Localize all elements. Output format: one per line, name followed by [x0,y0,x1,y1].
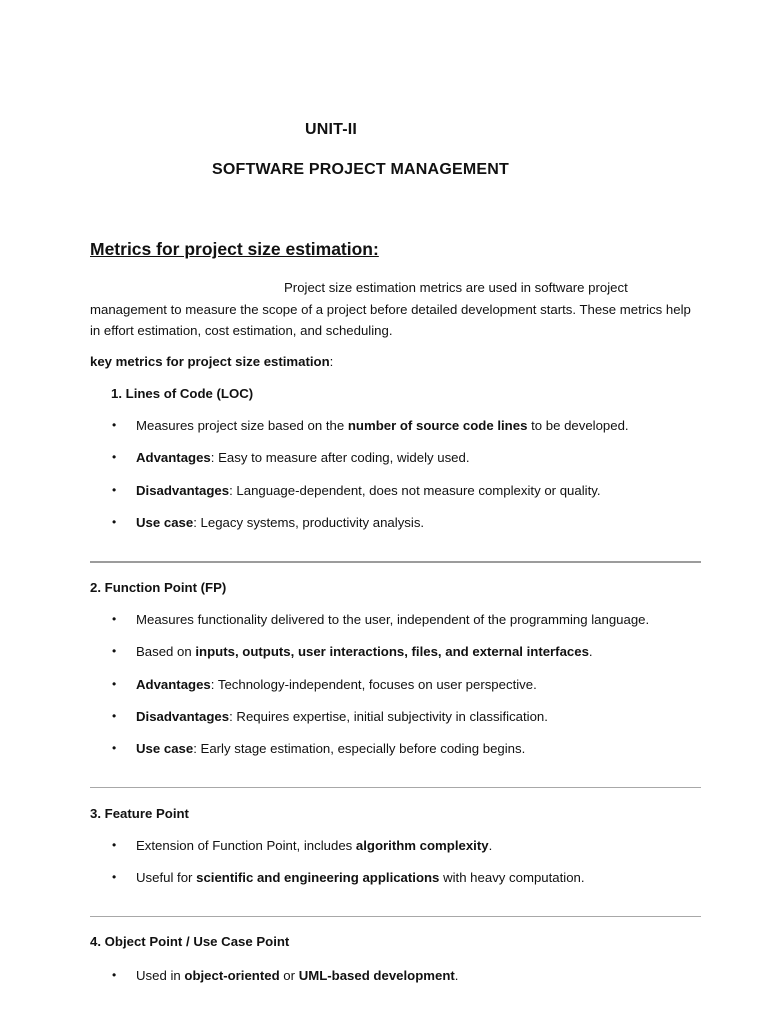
item-bold: UML-based development [298,968,455,983]
list-item [112,418,629,450]
list-item [112,450,629,482]
page-title: SOFTWARE PROJECT MANAGEMENT [212,161,509,178]
item-text: : Easy to measure after coding, widely used. [210,450,470,466]
item-bold: scientific and engineering applications [196,870,440,886]
item-text: . [488,838,493,853]
item-text: . [588,644,593,660]
loc-list [112,418,629,547]
item-text: or [279,968,299,983]
item-text: : Technology-independent, focuses on user perspective. [210,676,537,692]
item-text: to be developed. [527,418,629,433]
item-bold: Disadvantages [136,482,230,498]
divider [90,916,701,917]
unit-title: UNIT-II [305,121,358,138]
bullet-icon: • [112,418,117,432]
list-item [112,741,649,773]
list-item [112,677,649,709]
item-text: with heavy computation. [439,870,585,886]
item-bold: number of source code lines [347,418,528,433]
loc-heading: 1. Lines of Code (LOC) [111,386,254,401]
section-heading: Metrics for project size estimation: [90,239,379,259]
item-bold: object-oriented [184,968,280,983]
bullet-icon: • [112,968,117,982]
feature-heading: 3. Feature Point [90,806,189,821]
bullet-icon: • [112,644,117,659]
divider [90,561,701,563]
object-list [112,968,458,1000]
item-text: Used in [136,968,185,983]
list-item [112,709,649,741]
fp-list [112,612,649,773]
bullet-icon: • [112,838,117,852]
item-bold: algorithm complexity [355,838,489,853]
key-metrics-colon: : [329,354,334,369]
item-text: . [454,968,459,983]
list-item [112,968,458,1000]
item-text: Extension of Function Point, includes [136,838,356,853]
list-item [112,870,585,902]
list-item [112,612,649,644]
key-metrics-label [90,354,333,369]
fp-heading: 2. Function Point (FP) [90,580,227,595]
list-item [112,644,649,676]
list-item [112,838,585,870]
item-bold: Use case [136,741,194,757]
object-heading: 4. Object Point / Use Case Point [90,934,290,949]
item-bold: Use case [136,514,194,530]
item-text: : Legacy systems, productivity analysis. [193,514,425,530]
item-text: : Early stage estimation, especially before coding begins. [193,741,526,757]
list-item [112,483,629,515]
item-text: Measures functionality delivered to the user, independent of the programming language. [136,612,650,627]
list-item [112,515,629,547]
item-text: : Language-dependent, does not measure complexity or quality. [229,482,601,498]
item-bold: Advantages [136,450,211,466]
bullet-icon: • [112,870,117,885]
bullet-icon: • [112,482,117,497]
item-text: Useful for [136,870,197,886]
key-metrics-bold: key metrics for project size estimation [90,354,330,369]
bullet-icon: • [112,708,117,723]
item-bold: Advantages [136,676,211,692]
item-bold: Disadvantages [136,708,230,724]
item-text: Measures project size based on the [136,418,348,433]
bullet-icon: • [112,612,117,626]
divider [90,787,701,788]
bullet-icon: • [112,741,117,756]
item-text: : Requires expertise, initial subjectivity in classification. [229,708,548,724]
item-text: Based on [136,644,196,660]
bullet-icon: • [112,514,117,529]
feature-list [112,838,585,903]
bullet-icon: • [112,676,117,691]
item-bold: inputs, outputs, user interactions, files, and external interfaces [195,644,589,660]
intro-paragraph: Project size estimation metrics are used in software project management to measure the scope of a project before detailed development starts. These metrics help in effort estimation, cost estimation, and scheduling. [90,280,691,338]
bullet-icon: • [112,450,117,465]
